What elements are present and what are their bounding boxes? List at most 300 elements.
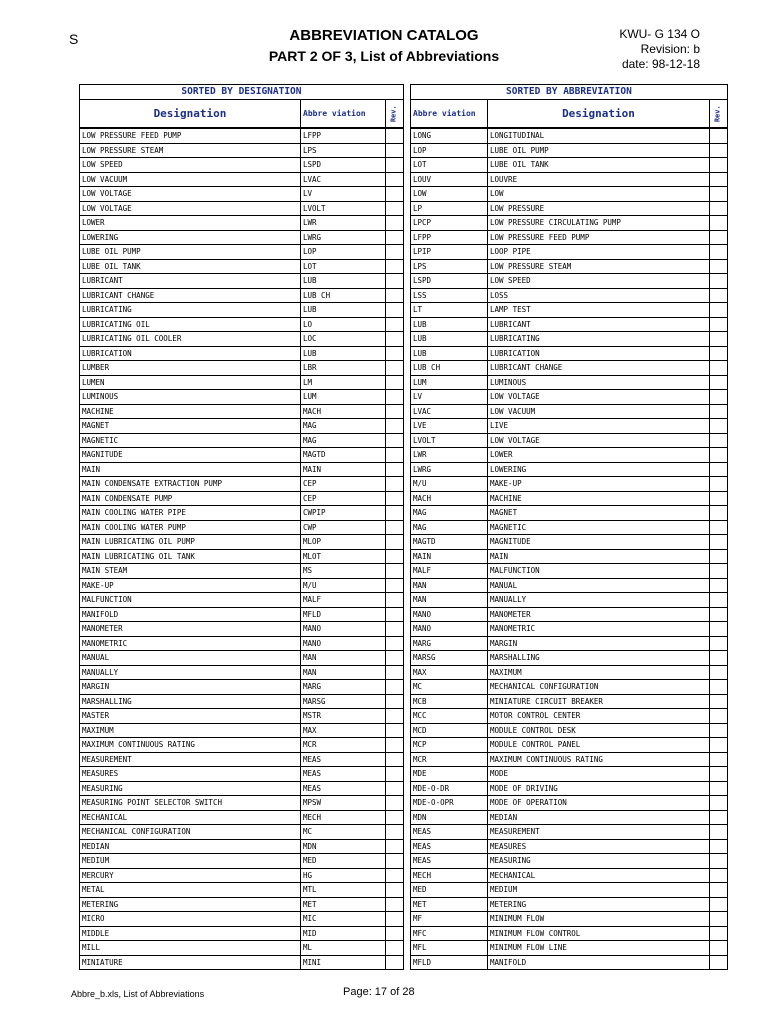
rev-cell — [386, 303, 404, 318]
abbreviation-cell: MEAS — [301, 752, 386, 767]
designation-cell: LOW PRESSURE STEAM — [488, 259, 710, 274]
abbreviation-cell: MAIN — [411, 549, 488, 564]
designation-cell: MEASURES — [80, 767, 301, 782]
table-row — [80, 288, 404, 303]
table-row — [80, 941, 404, 956]
rev-cell — [710, 709, 728, 724]
rev-cell — [710, 636, 728, 651]
designation-cell: MECHANICAL CONFIGURATION — [80, 825, 301, 840]
designation-cell: LOW SPEED — [80, 158, 301, 173]
abbreviation-cell: MANO — [411, 622, 488, 637]
table-row — [411, 665, 728, 680]
designation-cell: LOW VOLTAGE — [80, 187, 301, 202]
rev-cell — [710, 128, 728, 143]
abbreviation-cell: MECH — [301, 810, 386, 825]
designation-cell: LOWERING — [488, 462, 710, 477]
designation-cell: LUMEN — [80, 375, 301, 390]
table-row — [80, 535, 404, 550]
designation-cell: MEDIUM — [80, 854, 301, 869]
rev-cell — [386, 390, 404, 405]
table-row — [80, 158, 404, 173]
designation-cell: MAIN CONDENSATE EXTRACTION PUMP — [80, 477, 301, 492]
abbreviation-cell: LUB — [301, 303, 386, 318]
abbreviation-cell: MAN — [411, 578, 488, 593]
rev-cell — [386, 564, 404, 579]
rev-cell — [710, 752, 728, 767]
rev-cell — [710, 491, 728, 506]
table-row — [411, 448, 728, 463]
table-row — [411, 796, 728, 811]
abbreviation-cell: LV — [301, 187, 386, 202]
rev-cell — [386, 883, 404, 898]
rev-cell — [710, 317, 728, 332]
designation-cell: MINIATURE — [80, 955, 301, 970]
table-row — [411, 912, 728, 927]
designation-cell: MAXIMUM — [488, 665, 710, 680]
abbreviation-cell: MARG — [301, 680, 386, 695]
table-row — [80, 796, 404, 811]
designation-cell: LOWER — [80, 216, 301, 231]
abbreviation-cell: MAN — [301, 665, 386, 680]
designation-cell: LOW VOLTAGE — [488, 390, 710, 405]
designation-cell: LUMBER — [80, 361, 301, 376]
table-row — [80, 462, 404, 477]
abbreviation-cell: LVOLT — [411, 433, 488, 448]
rev-cell — [710, 419, 728, 434]
table-row — [411, 781, 728, 796]
rev-cell — [386, 361, 404, 376]
rev-cell — [386, 738, 404, 753]
rev-cell — [386, 839, 404, 854]
designation-cell: MEASURES — [488, 839, 710, 854]
abbreviation-cell: CWP — [301, 520, 386, 535]
abbreviation-cell: MEAS — [301, 767, 386, 782]
abbreviation-cell: LOW — [411, 187, 488, 202]
abbreviation-cell: MS — [301, 564, 386, 579]
designation-cell: MILL — [80, 941, 301, 956]
table-row — [411, 680, 728, 695]
table-row — [80, 810, 404, 825]
abbreviation-cell: LPIP — [411, 245, 488, 260]
rev-cell — [386, 274, 404, 289]
abbreviation-cell: MPSW — [301, 796, 386, 811]
table-row — [411, 752, 728, 767]
abbreviation-cell: MAG — [411, 506, 488, 521]
abbreviation-cell: M/U — [411, 477, 488, 492]
table-row — [80, 897, 404, 912]
designation-cell: LUBE OIL TANK — [488, 158, 710, 173]
rev-cell — [386, 143, 404, 158]
abbreviation-cell: MAGTD — [411, 535, 488, 550]
table-row — [411, 897, 728, 912]
abbreviation-cell: MARSG — [301, 694, 386, 709]
table-sorted-by-designation — [79, 84, 404, 970]
abbreviation-cell: M/U — [301, 578, 386, 593]
table-row — [411, 317, 728, 332]
designation-cell: LUBRICANT — [488, 317, 710, 332]
abbreviation-cell: LWRG — [411, 462, 488, 477]
abbreviation-cell: MFC — [411, 926, 488, 941]
right-sorted-label: SORTED BY ABBREVIATION — [411, 85, 728, 100]
table-row — [411, 651, 728, 666]
rev-cell — [710, 723, 728, 738]
rev-cell — [710, 549, 728, 564]
rev-cell — [386, 245, 404, 260]
abbreviation-cell: LVAC — [411, 404, 488, 419]
right-col-designation: Designation — [488, 100, 710, 129]
table-row — [411, 767, 728, 782]
rev-cell — [386, 607, 404, 622]
rev-cell — [710, 796, 728, 811]
table-row — [411, 332, 728, 347]
rev-cell — [386, 796, 404, 811]
abbreviation-cell: MF — [411, 912, 488, 927]
table-row — [411, 622, 728, 637]
designation-cell: LOSS — [488, 288, 710, 303]
designation-cell: MAIN LUBRICATING OIL TANK — [80, 549, 301, 564]
designation-cell: MEASURING POINT SELECTOR SWITCH — [80, 796, 301, 811]
rev-cell — [710, 404, 728, 419]
table-row — [411, 491, 728, 506]
table-sorted-by-abbreviation — [410, 84, 728, 970]
table-row — [411, 187, 728, 202]
table-row — [80, 883, 404, 898]
designation-cell: MANOMETRIC — [80, 636, 301, 651]
designation-cell: MAGNETIC — [80, 433, 301, 448]
designation-cell: MINIMUM FLOW CONTROL — [488, 926, 710, 941]
table-row — [80, 694, 404, 709]
abbreviation-cell: MAGTD — [301, 448, 386, 463]
rev-cell — [386, 767, 404, 782]
abbreviation-cell: MED — [411, 883, 488, 898]
abbreviation-cell: MDE-O-DR — [411, 781, 488, 796]
table-row — [411, 636, 728, 651]
table-row — [80, 955, 404, 970]
rev-cell — [386, 419, 404, 434]
abbreviation-cell: MEAS — [411, 825, 488, 840]
table-row — [411, 955, 728, 970]
table-row — [80, 346, 404, 361]
designation-cell: MAKE-UP — [488, 477, 710, 492]
designation-cell: MALFUNCTION — [80, 593, 301, 608]
table-row — [80, 419, 404, 434]
table-row — [411, 926, 728, 941]
abbreviation-cell: MECH — [411, 868, 488, 883]
rev-cell — [386, 694, 404, 709]
designation-cell: MODULE CONTROL PANEL — [488, 738, 710, 753]
designation-cell: MANUAL — [80, 651, 301, 666]
designation-cell: LUBRICATING — [488, 332, 710, 347]
designation-cell: LOOP PIPE — [488, 245, 710, 260]
rev-cell — [386, 433, 404, 448]
designation-cell: MAIN LUBRICATING OIL PUMP — [80, 535, 301, 550]
abbreviation-cell: MEAS — [411, 839, 488, 854]
designation-cell: MARSHALLING — [80, 694, 301, 709]
designation-cell: LUBE OIL PUMP — [488, 143, 710, 158]
abbreviation-cell: LOUV — [411, 172, 488, 187]
rev-cell — [386, 752, 404, 767]
abbreviation-cell: MFLD — [301, 607, 386, 622]
left-table-body — [80, 128, 404, 970]
designation-cell: MEDIAN — [80, 839, 301, 854]
rev-cell — [386, 955, 404, 970]
abbreviation-cell: MINI — [301, 955, 386, 970]
table-row — [411, 535, 728, 550]
table-row — [80, 549, 404, 564]
abbreviation-cell: MCP — [411, 738, 488, 753]
rev-cell — [710, 390, 728, 405]
rev-cell — [386, 462, 404, 477]
abbreviation-cell: MFLD — [411, 955, 488, 970]
designation-cell: MANUALLY — [80, 665, 301, 680]
abbreviation-cell: LPS — [411, 259, 488, 274]
designation-cell: MEASUREMENT — [488, 825, 710, 840]
designation-cell: METAL — [80, 883, 301, 898]
abbreviation-cell: LONG — [411, 128, 488, 143]
rev-cell — [710, 651, 728, 666]
rev-cell — [710, 375, 728, 390]
rev-cell — [386, 216, 404, 231]
table-row — [80, 622, 404, 637]
abbreviation-cell: LO — [301, 317, 386, 332]
abbreviation-cell: MARSG — [411, 651, 488, 666]
designation-cell: MAIN — [488, 549, 710, 564]
designation-cell: MASTER — [80, 709, 301, 724]
designation-cell: MEASURING — [80, 781, 301, 796]
table-row — [411, 259, 728, 274]
table-row — [80, 593, 404, 608]
designation-cell: LOWER — [488, 448, 710, 463]
table-row — [80, 723, 404, 738]
table-row — [80, 187, 404, 202]
document-subtitle: PART 2 OF 3, List of Abbreviations — [268, 48, 500, 64]
abbreviation-cell: MEAS — [301, 781, 386, 796]
abbreviation-cell: MC — [301, 825, 386, 840]
abbreviation-cell: LUB — [411, 332, 488, 347]
designation-cell: LOW VACUUM — [488, 404, 710, 419]
abbreviation-cell: MANO — [411, 607, 488, 622]
designation-cell: MECHANICAL CONFIGURATION — [488, 680, 710, 695]
rev-cell — [710, 448, 728, 463]
rev-cell — [710, 433, 728, 448]
rev-cell — [710, 607, 728, 622]
abbreviation-cell: MARG — [411, 636, 488, 651]
table-row — [80, 868, 404, 883]
rev-cell — [710, 462, 728, 477]
rev-cell — [710, 361, 728, 376]
abbreviation-cell: MAN — [301, 651, 386, 666]
abbreviation-cell: MANO — [301, 636, 386, 651]
abbreviation-cell: MACH — [411, 491, 488, 506]
table-row — [411, 854, 728, 869]
abbreviation-cell: LUM — [411, 375, 488, 390]
rev-cell — [386, 578, 404, 593]
designation-cell: LUMINOUS — [488, 375, 710, 390]
table-row — [80, 680, 404, 695]
table-row — [80, 738, 404, 753]
document-meta — [619, 27, 700, 72]
abbreviation-cell: MAG — [411, 520, 488, 535]
rev-cell — [386, 375, 404, 390]
rev-cell — [710, 216, 728, 231]
abbreviation-cell: MCD — [411, 723, 488, 738]
table-row — [411, 433, 728, 448]
table-row — [80, 651, 404, 666]
rev-cell — [710, 622, 728, 637]
designation-cell: MANUAL — [488, 578, 710, 593]
footer-page-number: Page: 17 of 28 — [343, 986, 415, 998]
designation-cell: MAGNITUDE — [488, 535, 710, 550]
table-row — [411, 216, 728, 231]
table-row — [80, 825, 404, 840]
table-row — [80, 128, 404, 143]
rev-cell — [386, 868, 404, 883]
rev-cell — [710, 665, 728, 680]
table-row — [411, 883, 728, 898]
table-row — [80, 245, 404, 260]
rev-cell — [710, 883, 728, 898]
rev-cell — [710, 346, 728, 361]
designation-cell: MAKE-UP — [80, 578, 301, 593]
rev-cell — [710, 926, 728, 941]
abbreviation-cell: LWR — [301, 216, 386, 231]
table-row — [80, 839, 404, 854]
rev-cell — [386, 622, 404, 637]
table-row — [411, 723, 728, 738]
rev-cell — [710, 593, 728, 608]
left-col-designation: Designation — [80, 100, 301, 129]
designation-cell: LUBRICATION — [488, 346, 710, 361]
designation-cell: MANIFOLD — [80, 607, 301, 622]
rev-cell — [710, 564, 728, 579]
designation-cell: MEASUREMENT — [80, 752, 301, 767]
table-row — [80, 404, 404, 419]
table-row — [80, 506, 404, 521]
right-col-abbreviation: Abbre viation — [411, 100, 488, 129]
abbreviation-cell: MDN — [301, 839, 386, 854]
date-label: date: 98-12-18 — [621, 57, 700, 71]
table-row — [80, 564, 404, 579]
designation-cell: LUBRICATING OIL — [80, 317, 301, 332]
rev-cell — [710, 955, 728, 970]
table-row — [411, 419, 728, 434]
rev-cell — [710, 578, 728, 593]
rev-cell — [710, 332, 728, 347]
designation-cell: MACHINE — [488, 491, 710, 506]
table-row — [80, 390, 404, 405]
rev-cell — [710, 259, 728, 274]
abbreviation-cell: MED — [301, 854, 386, 869]
abbreviation-cell: MACH — [301, 404, 386, 419]
abbreviation-cell: MFL — [411, 941, 488, 956]
rev-cell — [710, 738, 728, 753]
designation-cell: MECHANICAL — [488, 868, 710, 883]
revision-label: Revision: b — [640, 42, 700, 56]
designation-cell: LUBRICANT — [80, 274, 301, 289]
designation-cell: MAGNITUDE — [80, 448, 301, 463]
abbreviation-cell: HG — [301, 868, 386, 883]
table-row — [411, 738, 728, 753]
abbreviation-cell: LOT — [301, 259, 386, 274]
table-row — [80, 520, 404, 535]
designation-cell: MAIN CONDENSATE PUMP — [80, 491, 301, 506]
rev-cell — [710, 868, 728, 883]
table-row — [80, 143, 404, 158]
designation-cell: MERCURY — [80, 868, 301, 883]
designation-cell: MANOMETER — [80, 622, 301, 637]
rev-cell — [710, 274, 728, 289]
abbreviation-cell: LWRG — [301, 230, 386, 245]
designation-cell: MAXIMUM CONTINUOUS RATING — [488, 752, 710, 767]
rev-cell — [386, 723, 404, 738]
abbreviation-cell: LPCP — [411, 216, 488, 231]
rev-cell — [386, 781, 404, 796]
abbreviation-cell: LUB — [301, 346, 386, 361]
designation-cell: MANUALLY — [488, 593, 710, 608]
designation-cell: LUBRICATING — [80, 303, 301, 318]
table-row — [411, 694, 728, 709]
table-row — [411, 361, 728, 376]
abbreviation-cell: LT — [411, 303, 488, 318]
designation-cell: MINIMUM FLOW LINE — [488, 941, 710, 956]
designation-cell: MAGNET — [488, 506, 710, 521]
designation-cell: MAXIMUM — [80, 723, 301, 738]
designation-cell: MAIN — [80, 462, 301, 477]
abbreviation-cell: LVE — [411, 419, 488, 434]
table-row — [80, 448, 404, 463]
table-row — [411, 143, 728, 158]
table-row — [411, 549, 728, 564]
designation-cell: MINIMUM FLOW — [488, 912, 710, 927]
designation-cell: MEDIUM — [488, 883, 710, 898]
table-row — [80, 781, 404, 796]
abbreviation-cell: LM — [301, 375, 386, 390]
table-row — [411, 941, 728, 956]
rev-cell — [386, 912, 404, 927]
table-row — [411, 128, 728, 143]
abbreviation-cell: MAN — [411, 593, 488, 608]
rev-cell — [386, 593, 404, 608]
rev-cell — [710, 839, 728, 854]
rev-cell — [386, 477, 404, 492]
designation-cell: MOTOR CONTROL CENTER — [488, 709, 710, 724]
header-section-mark: S — [69, 31, 79, 47]
table-row — [411, 274, 728, 289]
designation-cell: LUBRICANT CHANGE — [80, 288, 301, 303]
abbreviation-cell: LFPP — [301, 128, 386, 143]
table-row — [80, 317, 404, 332]
designation-cell: MODULE CONTROL DESK — [488, 723, 710, 738]
abbreviation-cell: MAX — [411, 665, 488, 680]
designation-cell: MEDIAN — [488, 810, 710, 825]
abbreviation-cell: MANO — [301, 622, 386, 637]
abbreviation-cell: MCC — [411, 709, 488, 724]
designation-cell: MAXIMUM CONTINUOUS RATING — [80, 738, 301, 753]
rev-cell — [710, 781, 728, 796]
table-row — [411, 390, 728, 405]
left-col-abbreviation: Abbre viation — [301, 100, 386, 129]
designation-cell: LOW VOLTAGE — [80, 201, 301, 216]
abbreviation-cell: LFPP — [411, 230, 488, 245]
designation-cell: LOUVRE — [488, 172, 710, 187]
designation-cell: MANOMETER — [488, 607, 710, 622]
table-row — [411, 375, 728, 390]
rev-cell — [710, 288, 728, 303]
designation-cell: MAGNETIC — [488, 520, 710, 535]
table-row — [80, 433, 404, 448]
table-row — [411, 578, 728, 593]
table-row — [80, 274, 404, 289]
